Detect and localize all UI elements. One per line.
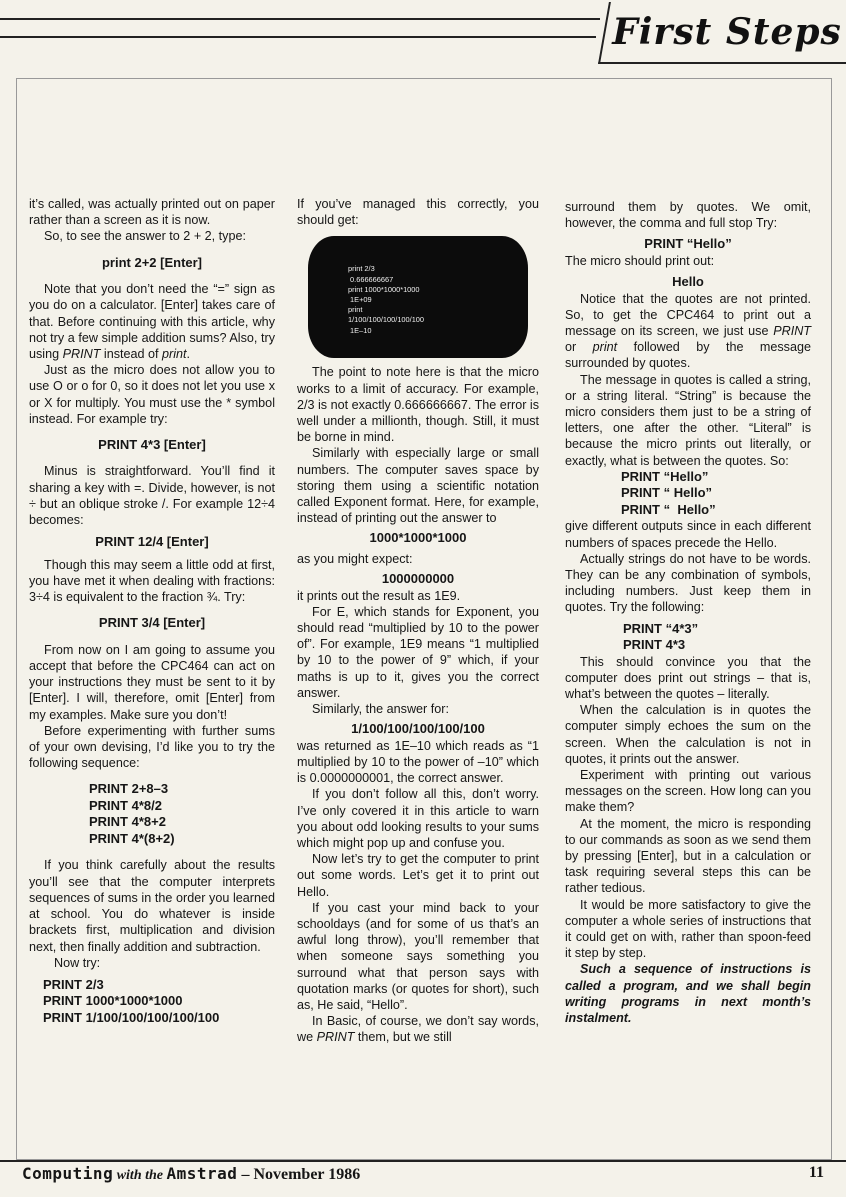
column-1	[29, 196, 275, 1026]
code-line: PRINT 2+8–3	[89, 781, 169, 797]
screen-line: print	[348, 305, 363, 315]
header-rule-bottom	[0, 36, 596, 38]
screen-line: print 2/3	[348, 264, 375, 274]
issue-date: – November 1986	[237, 1166, 361, 1183]
paragraph: If you think carefully about the results you’ll see that the computer interprets sequences of sums in the order you learned at school. You do whatever is inside brackets first, multiplication and division next, then finally addition and subtraction.	[29, 858, 275, 954]
code-block	[565, 621, 811, 654]
publication-name: Amstrad	[166, 1164, 238, 1183]
column-2	[297, 196, 539, 1046]
header-rule-top	[0, 18, 600, 20]
paragraph: Now try:	[54, 955, 101, 970]
code-line: PRINT 2/3	[43, 976, 104, 992]
paragraph: Minus is straightforward. You’ll find it sharing a key with =. Divide, however, is not ÷ but an oblique stroke /. For example 12÷4 becomes:	[29, 464, 275, 528]
code-line: PRINT 4*3	[623, 637, 686, 653]
paragraph: When the calculation is in quotes the computer simply echoes the sum on the screen. When the calculation is not in quotes, it prints out the answer.	[565, 703, 811, 766]
paragraph: Just as the micro does not allow you to use O or o for 0, so it does not let you use x or X for multiply. You must use the * symbol instead. For example try:	[29, 363, 275, 426]
paragraph: Now let’s try to get the computer to print out some words. Let’s get it to print out Hello.	[297, 852, 539, 899]
code-line: Hello	[672, 274, 704, 290]
paragraph: as you might expect:	[297, 551, 413, 566]
paragraph: The message in quotes is called a string, or a string literal. “String” is because the micro considers them just to be a string of letters, one after the other. “Literal” is because the micro prints out literally, or exactly, what is between the quotes. So:	[565, 372, 811, 468]
paragraph: give different outputs since in each different numbers of spaces precede the Hello.	[565, 519, 811, 550]
paragraph: For E, which stands for Exponent, you should read “multiplied by 10 to the power of”. For example, 1E9 means “1 multiplied by 10 to the power of 9” which, if your maths is up to it, gives you the correct answer.	[297, 604, 539, 700]
screen-line: 1/100/100/100/100/100	[348, 315, 425, 325]
paragraph: If you cast your mind back to your schooldays (and for some of us that’s an awful long throw), you’ll remember that when someone says something you surround what that person says with quotation marks (or quotes for short), such as, He said, “Hello”.	[297, 900, 539, 1013]
code-line: PRINT “Hello”	[644, 236, 732, 252]
paragraph: Similarly with especially large or small numbers. The computer saves space by storing them using a scientific notation called Exponent format. Here, for example, instead of printing out the answer to	[297, 446, 539, 526]
screen-output	[348, 264, 424, 335]
paragraph: If you don’t follow all this, don’t worry. I’ve only covered it in this article to warn you about odd looking results to your sums which might pop up and confuse you.	[297, 787, 539, 850]
paragraph: So, to see the answer to 2 + 2, type:	[44, 229, 246, 244]
paragraph: it’s called, was actually printed out on paper rather than a screen as it is now.	[29, 197, 275, 228]
code-line: PRINT 4*8+2	[89, 814, 166, 830]
paragraph: it prints out the result as 1E9.	[297, 588, 461, 603]
screen-line: 1E+09	[348, 295, 372, 305]
footer-publication: Computing with the Amstrad – November 1986	[22, 1164, 361, 1183]
code-line: 1/100/100/100/100/100	[351, 721, 485, 737]
code-line: 1000000000	[381, 571, 455, 587]
footer-rule	[0, 1160, 846, 1162]
screen-line: print 1000*1000*1000	[348, 284, 420, 294]
paragraph: surround them by quotes. We omit, however, the comma and full stop Try:	[565, 200, 811, 231]
paragraph: Notice that the quotes are not printed. So, to get the CPC464 to print out a message on its screen, we just use PRINT or print followed by the message surrounded by quotes.	[565, 291, 811, 371]
code-line: PRINT 3/4 [Enter]	[98, 615, 206, 631]
paragraph: It would be more satisfactory to give the computer a whole series of instructions that it could get on with, rather than spoon-feed it step by step.	[565, 897, 811, 961]
paragraph: In Basic, of course, we don’t say words, we PRINT them, but we still	[297, 1014, 539, 1045]
code-line: PRINT 12/4 [Enter]	[95, 534, 209, 550]
paragraph: From now on I am going to assume you accept that before the CPC464 can act on your instructions they must be sent to it by [Enter]. I will, therefore, omit [Enter] from my examples. Make sure you don’t!	[29, 642, 275, 722]
code-line: print 2+2 [Enter]	[101, 254, 203, 270]
code-block	[29, 781, 275, 847]
paragraph: Actually strings do not have to be words. They can be any combination of symbols, including numbers. Just keep them in quotes. Try the following:	[565, 551, 811, 615]
column-3	[565, 199, 811, 1026]
screen-line: 1E–10	[348, 325, 372, 335]
screen-line: 0.666666667	[348, 274, 394, 284]
closing-paragraph: Such a sequence of instructions is called a program, and we shall begin writing programs in next month’s instalment.	[565, 962, 811, 1026]
code-line: PRINT 4*3 [Enter]	[98, 436, 206, 452]
paragraph: This should convince you that the computer does print out strings – that is, what’s between the quotes – literally.	[565, 654, 811, 701]
paragraph: At the moment, the micro is responding to our commands as soon as we send them by pressing [Enter], but in a calculation or task requiring several steps this can be rather tedious.	[565, 816, 811, 896]
code-line: PRINT “ Hello”	[621, 501, 716, 517]
code-block	[565, 469, 811, 519]
page-number: 11	[808, 1164, 824, 1181]
paragraph: was returned as 1E–10 which reads as “1 multiplied by 10 to the power of –10” which is 0.0000000001, the correct answer.	[297, 738, 539, 786]
code-line: PRINT 1000*1000*1000	[43, 993, 183, 1009]
paragraph: If you’ve managed this correctly, you should get:	[297, 197, 539, 228]
code-line: PRINT “4*3”	[623, 620, 699, 636]
code-line: PRINT 4*8/2	[89, 797, 162, 813]
paragraph: The micro should print out:	[565, 253, 715, 268]
code-line: PRINT 1/100/100/100/100/100	[43, 1009, 220, 1025]
paragraph: Before experimenting with further sums of your own devising, I’d like you to try the following sequence:	[29, 723, 275, 771]
code-line: PRINT “ Hello”	[621, 485, 713, 501]
paragraph: Experiment with printing out various messages on the screen. How long can you make them?	[565, 767, 811, 815]
paragraph: Similarly, the answer for:	[312, 702, 449, 717]
paragraph: Note that you don’t need the “=” sign as you do on a calculator. [Enter] takes care of that. Before continuing with this article, why not try a few simple addition sums? Also, try using PRINT instead of print.	[29, 282, 275, 361]
screen-illustration	[308, 236, 528, 358]
code-line: 1000*1000*1000	[369, 530, 467, 546]
paragraph: The point to note here is that the micro works to a limit of accuracy. For example, 2/3 is not exactly 0.666666667. The error is well under a millionth, though. Still, it must be borne in mind.	[297, 365, 539, 445]
publication-name: Computing	[22, 1164, 114, 1183]
page-title: First Steps	[612, 11, 842, 53]
code-line: PRINT 4*(8+2)	[89, 830, 175, 846]
paragraph: Though this may seem a little odd at first, you have met it when dealing with fractions: 3÷4 is equivalent to the fraction ¾. Try:	[29, 557, 275, 605]
code-block	[29, 977, 275, 1027]
code-line: PRINT “Hello”	[621, 468, 709, 484]
